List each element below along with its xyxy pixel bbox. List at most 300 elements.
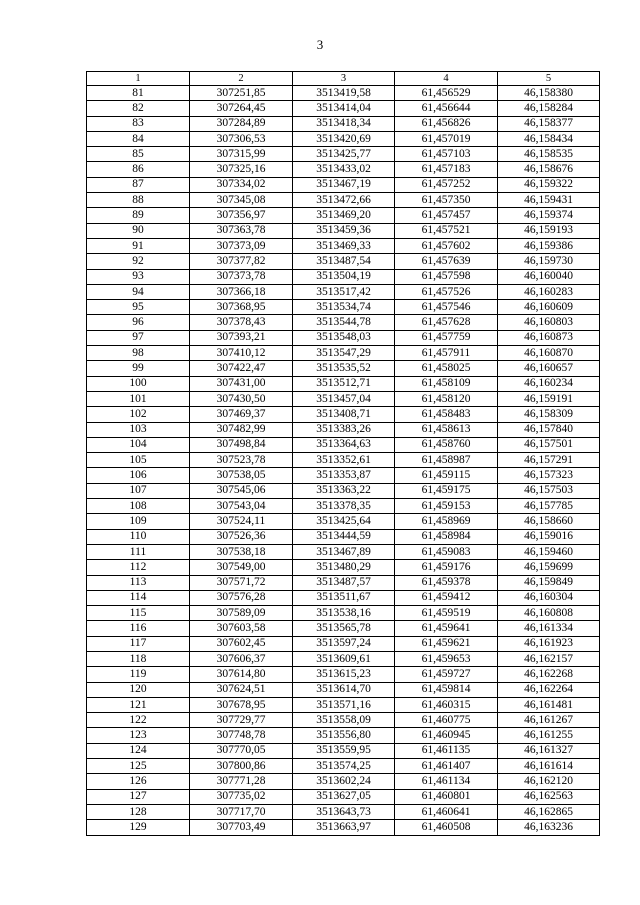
- x-coordinate-cell: 307410,12: [190, 346, 293, 361]
- point-number-cell: 90: [87, 223, 190, 238]
- point-number-cell: 86: [87, 162, 190, 177]
- point-number-cell: 111: [87, 544, 190, 559]
- y-coordinate-cell: 3513615,23: [293, 667, 395, 682]
- y-coordinate-cell: 3513559,95: [293, 743, 395, 758]
- point-number-cell: 91: [87, 238, 190, 253]
- latitude-cell: 61,458969: [395, 514, 498, 529]
- longitude-cell: 46,159849: [498, 575, 600, 590]
- table-row: [87, 713, 600, 728]
- longitude-cell: 46,162563: [498, 789, 600, 804]
- latitude-cell: 61,456529: [395, 86, 498, 101]
- table-row: [87, 804, 600, 819]
- point-number-cell: 88: [87, 193, 190, 208]
- point-number-cell: 97: [87, 330, 190, 345]
- point-number-cell: 99: [87, 361, 190, 376]
- longitude-cell: 46,162157: [498, 651, 600, 666]
- table-row: [87, 560, 600, 575]
- y-coordinate-cell: 3513378,35: [293, 499, 395, 514]
- latitude-cell: 61,459641: [395, 621, 498, 636]
- x-coordinate-cell: 307373,09: [190, 238, 293, 253]
- point-number-cell: 125: [87, 759, 190, 774]
- point-number-cell: 122: [87, 713, 190, 728]
- longitude-cell: 46,161614: [498, 759, 600, 774]
- longitude-cell: 46,160304: [498, 590, 600, 605]
- longitude-cell: 46,160803: [498, 315, 600, 330]
- x-coordinate-cell: 307549,00: [190, 560, 293, 575]
- latitude-cell: 61,459175: [395, 483, 498, 498]
- x-coordinate-cell: 307678,95: [190, 697, 293, 712]
- x-coordinate-cell: 307748,78: [190, 728, 293, 743]
- latitude-cell: 61,458984: [395, 529, 498, 544]
- latitude-cell: 61,457350: [395, 193, 498, 208]
- point-number-cell: 96: [87, 315, 190, 330]
- y-coordinate-cell: 3513565,78: [293, 621, 395, 636]
- y-coordinate-cell: 3513419,58: [293, 86, 395, 101]
- latitude-cell: 61,457602: [395, 238, 498, 253]
- x-coordinate-cell: 307538,18: [190, 544, 293, 559]
- x-coordinate-cell: 307431,00: [190, 376, 293, 391]
- x-coordinate-cell: 307368,95: [190, 300, 293, 315]
- longitude-cell: 46,161481: [498, 697, 600, 712]
- point-number-cell: 101: [87, 391, 190, 406]
- point-number-cell: 89: [87, 208, 190, 223]
- y-coordinate-cell: 3513418,34: [293, 116, 395, 131]
- latitude-cell: 61,457759: [395, 330, 498, 345]
- y-coordinate-cell: 3513544,78: [293, 315, 395, 330]
- longitude-cell: 46,159431: [498, 193, 600, 208]
- point-number-cell: 84: [87, 131, 190, 146]
- y-coordinate-cell: 3513627,05: [293, 789, 395, 804]
- point-number-cell: 94: [87, 284, 190, 299]
- latitude-cell: 61,461134: [395, 774, 498, 789]
- table-row: [87, 544, 600, 559]
- table-row: [87, 437, 600, 452]
- latitude-cell: 61,459653: [395, 651, 498, 666]
- x-coordinate-cell: 307377,82: [190, 254, 293, 269]
- point-number-cell: 128: [87, 804, 190, 819]
- latitude-cell: 61,457019: [395, 131, 498, 146]
- table-row: [87, 743, 600, 758]
- y-coordinate-cell: 3513663,97: [293, 820, 395, 835]
- latitude-cell: 61,457546: [395, 300, 498, 315]
- longitude-cell: 46,160609: [498, 300, 600, 315]
- point-number-cell: 103: [87, 422, 190, 437]
- longitude-cell: 46,162865: [498, 804, 600, 819]
- y-coordinate-cell: 3513467,89: [293, 544, 395, 559]
- table-row: [87, 621, 600, 636]
- table-row: [87, 193, 600, 208]
- y-coordinate-cell: 3513534,74: [293, 300, 395, 315]
- longitude-cell: 46,161923: [498, 636, 600, 651]
- longitude-cell: 46,157291: [498, 453, 600, 468]
- point-number-cell: 100: [87, 376, 190, 391]
- x-coordinate-cell: 307545,06: [190, 483, 293, 498]
- longitude-cell: 46,158434: [498, 131, 600, 146]
- y-coordinate-cell: 3513383,26: [293, 422, 395, 437]
- table-row: [87, 820, 600, 835]
- longitude-cell: 46,160657: [498, 361, 600, 376]
- y-coordinate-cell: 3513571,16: [293, 697, 395, 712]
- x-coordinate-cell: 307571,72: [190, 575, 293, 590]
- x-coordinate-cell: 307366,18: [190, 284, 293, 299]
- point-number-cell: 106: [87, 468, 190, 483]
- x-coordinate-cell: 307543,04: [190, 499, 293, 514]
- column-header-2: 2: [190, 72, 293, 86]
- latitude-cell: 61,458109: [395, 376, 498, 391]
- point-number-cell: 124: [87, 743, 190, 758]
- latitude-cell: 61,458613: [395, 422, 498, 437]
- latitude-cell: 61,460315: [395, 697, 498, 712]
- longitude-cell: 46,161267: [498, 713, 600, 728]
- table-row: [87, 651, 600, 666]
- table-row: [87, 575, 600, 590]
- table-row: [87, 422, 600, 437]
- latitude-cell: 61,458025: [395, 361, 498, 376]
- longitude-cell: 46,159016: [498, 529, 600, 544]
- latitude-cell: 61,460508: [395, 820, 498, 835]
- y-coordinate-cell: 3513487,57: [293, 575, 395, 590]
- latitude-cell: 61,459176: [395, 560, 498, 575]
- y-coordinate-cell: 3513512,71: [293, 376, 395, 391]
- x-coordinate-cell: 307469,37: [190, 407, 293, 422]
- latitude-cell: 61,458483: [395, 407, 498, 422]
- y-coordinate-cell: 3513469,33: [293, 238, 395, 253]
- point-number-cell: 85: [87, 147, 190, 162]
- table-row: [87, 300, 600, 315]
- y-coordinate-cell: 3513433,02: [293, 162, 395, 177]
- longitude-cell: 46,161334: [498, 621, 600, 636]
- longitude-cell: 46,159730: [498, 254, 600, 269]
- point-number-cell: 98: [87, 346, 190, 361]
- latitude-cell: 61,457521: [395, 223, 498, 238]
- longitude-cell: 46,158284: [498, 101, 600, 116]
- point-number-cell: 83: [87, 116, 190, 131]
- table-row: [87, 376, 600, 391]
- x-coordinate-cell: 307284,89: [190, 116, 293, 131]
- table-row: [87, 468, 600, 483]
- table-row: [87, 254, 600, 269]
- point-number-cell: 120: [87, 682, 190, 697]
- table-row: [87, 774, 600, 789]
- point-number-cell: 92: [87, 254, 190, 269]
- table-row: [87, 86, 600, 101]
- x-coordinate-cell: 307264,45: [190, 101, 293, 116]
- latitude-cell: 61,460775: [395, 713, 498, 728]
- y-coordinate-cell: 3513414,04: [293, 101, 395, 116]
- latitude-cell: 61,459083: [395, 544, 498, 559]
- point-number-cell: 119: [87, 667, 190, 682]
- point-number-cell: 81: [87, 86, 190, 101]
- x-coordinate-cell: 307770,05: [190, 743, 293, 758]
- y-coordinate-cell: 3513547,29: [293, 346, 395, 361]
- latitude-cell: 61,457103: [395, 147, 498, 162]
- point-number-cell: 87: [87, 177, 190, 192]
- latitude-cell: 61,459412: [395, 590, 498, 605]
- point-number-cell: 108: [87, 499, 190, 514]
- latitude-cell: 61,459115: [395, 468, 498, 483]
- x-coordinate-cell: 307334,02: [190, 177, 293, 192]
- x-coordinate-cell: 307735,02: [190, 789, 293, 804]
- latitude-cell: 61,456826: [395, 116, 498, 131]
- x-coordinate-cell: 307378,43: [190, 315, 293, 330]
- y-coordinate-cell: 3513353,87: [293, 468, 395, 483]
- y-coordinate-cell: 3513504,19: [293, 269, 395, 284]
- point-number-cell: 102: [87, 407, 190, 422]
- point-number-cell: 107: [87, 483, 190, 498]
- table-row: [87, 361, 600, 376]
- latitude-cell: 61,457598: [395, 269, 498, 284]
- x-coordinate-cell: 307703,49: [190, 820, 293, 835]
- longitude-cell: 46,159374: [498, 208, 600, 223]
- x-coordinate-cell: 307729,77: [190, 713, 293, 728]
- table-row: [87, 162, 600, 177]
- table-row: [87, 529, 600, 544]
- latitude-cell: 61,459621: [395, 636, 498, 651]
- point-number-cell: 110: [87, 529, 190, 544]
- x-coordinate-cell: 307589,09: [190, 606, 293, 621]
- x-coordinate-cell: 307603,58: [190, 621, 293, 636]
- longitude-cell: 46,159386: [498, 238, 600, 253]
- y-coordinate-cell: 3513487,54: [293, 254, 395, 269]
- latitude-cell: 61,459153: [395, 499, 498, 514]
- longitude-cell: 46,163236: [498, 820, 600, 835]
- table-row: [87, 238, 600, 253]
- x-coordinate-cell: 307422,47: [190, 361, 293, 376]
- latitude-cell: 61,458987: [395, 453, 498, 468]
- longitude-cell: 46,157785: [498, 499, 600, 514]
- y-coordinate-cell: 3513425,64: [293, 514, 395, 529]
- longitude-cell: 46,157503: [498, 483, 600, 498]
- x-coordinate-cell: 307771,28: [190, 774, 293, 789]
- y-coordinate-cell: 3513556,80: [293, 728, 395, 743]
- latitude-cell: 61,457252: [395, 177, 498, 192]
- x-coordinate-cell: 307393,21: [190, 330, 293, 345]
- table-row: [87, 499, 600, 514]
- longitude-cell: 46,159193: [498, 223, 600, 238]
- table-row: [87, 269, 600, 284]
- point-number-cell: 93: [87, 269, 190, 284]
- x-coordinate-cell: 307800,86: [190, 759, 293, 774]
- y-coordinate-cell: 3513420,69: [293, 131, 395, 146]
- coordinates-table: [86, 71, 600, 836]
- y-coordinate-cell: 3513459,36: [293, 223, 395, 238]
- latitude-cell: 61,457457: [395, 208, 498, 223]
- point-number-cell: 115: [87, 606, 190, 621]
- point-number-cell: 112: [87, 560, 190, 575]
- y-coordinate-cell: 3513597,24: [293, 636, 395, 651]
- table-row: [87, 682, 600, 697]
- point-number-cell: 117: [87, 636, 190, 651]
- table-row: [87, 407, 600, 422]
- table-row: [87, 116, 600, 131]
- latitude-cell: 61,459519: [395, 606, 498, 621]
- y-coordinate-cell: 3513444,59: [293, 529, 395, 544]
- latitude-cell: 61,458760: [395, 437, 498, 452]
- table-row: [87, 177, 600, 192]
- latitude-cell: 61,456644: [395, 101, 498, 116]
- longitude-cell: 46,158377: [498, 116, 600, 131]
- point-number-cell: 126: [87, 774, 190, 789]
- latitude-cell: 61,457639: [395, 254, 498, 269]
- column-header-3: 3: [293, 72, 395, 86]
- table-header-row: [87, 72, 600, 86]
- table-row: [87, 346, 600, 361]
- column-header-5: 5: [498, 72, 600, 86]
- latitude-cell: 61,457183: [395, 162, 498, 177]
- y-coordinate-cell: 3513643,73: [293, 804, 395, 819]
- point-number-cell: 116: [87, 621, 190, 636]
- longitude-cell: 46,157323: [498, 468, 600, 483]
- y-coordinate-cell: 3513609,61: [293, 651, 395, 666]
- longitude-cell: 46,160234: [498, 376, 600, 391]
- table-row: [87, 606, 600, 621]
- latitude-cell: 61,457526: [395, 284, 498, 299]
- x-coordinate-cell: 307606,37: [190, 651, 293, 666]
- y-coordinate-cell: 3513352,61: [293, 453, 395, 468]
- longitude-cell: 46,162120: [498, 774, 600, 789]
- longitude-cell: 46,159191: [498, 391, 600, 406]
- x-coordinate-cell: 307430,50: [190, 391, 293, 406]
- y-coordinate-cell: 3513511,67: [293, 590, 395, 605]
- longitude-cell: 46,160808: [498, 606, 600, 621]
- y-coordinate-cell: 3513614,70: [293, 682, 395, 697]
- longitude-cell: 46,160283: [498, 284, 600, 299]
- longitude-cell: 46,161255: [498, 728, 600, 743]
- y-coordinate-cell: 3513548,03: [293, 330, 395, 345]
- point-number-cell: 104: [87, 437, 190, 452]
- x-coordinate-cell: 307614,80: [190, 667, 293, 682]
- table-row: [87, 514, 600, 529]
- point-number-cell: 118: [87, 651, 190, 666]
- point-number-cell: 82: [87, 101, 190, 116]
- x-coordinate-cell: 307524,11: [190, 514, 293, 529]
- longitude-cell: 46,159322: [498, 177, 600, 192]
- x-coordinate-cell: 307315,99: [190, 147, 293, 162]
- y-coordinate-cell: 3513469,20: [293, 208, 395, 223]
- y-coordinate-cell: 3513517,42: [293, 284, 395, 299]
- latitude-cell: 61,460641: [395, 804, 498, 819]
- table-row: [87, 453, 600, 468]
- point-number-cell: 121: [87, 697, 190, 712]
- x-coordinate-cell: 307345,08: [190, 193, 293, 208]
- y-coordinate-cell: 3513574,25: [293, 759, 395, 774]
- longitude-cell: 46,158676: [498, 162, 600, 177]
- latitude-cell: 61,461407: [395, 759, 498, 774]
- x-coordinate-cell: 307251,85: [190, 86, 293, 101]
- column-header-1: 1: [87, 72, 190, 86]
- point-number-cell: 127: [87, 789, 190, 804]
- table-body: [87, 86, 600, 836]
- point-number-cell: 129: [87, 820, 190, 835]
- x-coordinate-cell: 307363,78: [190, 223, 293, 238]
- longitude-cell: 46,160873: [498, 330, 600, 345]
- x-coordinate-cell: 307526,36: [190, 529, 293, 544]
- point-number-cell: 123: [87, 728, 190, 743]
- table-row: [87, 131, 600, 146]
- latitude-cell: 61,458120: [395, 391, 498, 406]
- y-coordinate-cell: 3513457,04: [293, 391, 395, 406]
- table-row: [87, 101, 600, 116]
- latitude-cell: 61,460945: [395, 728, 498, 743]
- x-coordinate-cell: 307717,70: [190, 804, 293, 819]
- table-row: [87, 208, 600, 223]
- x-coordinate-cell: 307306,53: [190, 131, 293, 146]
- latitude-cell: 61,457911: [395, 346, 498, 361]
- point-number-cell: 95: [87, 300, 190, 315]
- latitude-cell: 61,459378: [395, 575, 498, 590]
- longitude-cell: 46,158660: [498, 514, 600, 529]
- x-coordinate-cell: 307602,45: [190, 636, 293, 651]
- table-row: [87, 315, 600, 330]
- x-coordinate-cell: 307356,97: [190, 208, 293, 223]
- longitude-cell: 46,158535: [498, 147, 600, 162]
- y-coordinate-cell: 3513467,19: [293, 177, 395, 192]
- table-row: [87, 483, 600, 498]
- y-coordinate-cell: 3513535,52: [293, 361, 395, 376]
- longitude-cell: 46,158380: [498, 86, 600, 101]
- latitude-cell: 61,461135: [395, 743, 498, 758]
- x-coordinate-cell: 307325,16: [190, 162, 293, 177]
- y-coordinate-cell: 3513472,66: [293, 193, 395, 208]
- y-coordinate-cell: 3513538,16: [293, 606, 395, 621]
- table-row: [87, 330, 600, 345]
- column-header-4: 4: [395, 72, 498, 86]
- x-coordinate-cell: 307576,28: [190, 590, 293, 605]
- table-row: [87, 759, 600, 774]
- y-coordinate-cell: 3513480,29: [293, 560, 395, 575]
- y-coordinate-cell: 3513425,77: [293, 147, 395, 162]
- point-number-cell: 113: [87, 575, 190, 590]
- y-coordinate-cell: 3513558,09: [293, 713, 395, 728]
- latitude-cell: 61,459727: [395, 667, 498, 682]
- latitude-cell: 61,457628: [395, 315, 498, 330]
- longitude-cell: 46,159699: [498, 560, 600, 575]
- longitude-cell: 46,158309: [498, 407, 600, 422]
- x-coordinate-cell: 307624,51: [190, 682, 293, 697]
- table-row: [87, 223, 600, 238]
- longitude-cell: 46,162268: [498, 667, 600, 682]
- point-number-cell: 109: [87, 514, 190, 529]
- table-row: [87, 636, 600, 651]
- table-row: [87, 697, 600, 712]
- table-row: [87, 728, 600, 743]
- table-row: [87, 391, 600, 406]
- x-coordinate-cell: 307498,84: [190, 437, 293, 452]
- table-row: [87, 667, 600, 682]
- table-row: [87, 789, 600, 804]
- y-coordinate-cell: 3513364,63: [293, 437, 395, 452]
- x-coordinate-cell: 307482,99: [190, 422, 293, 437]
- longitude-cell: 46,162264: [498, 682, 600, 697]
- point-number-cell: 114: [87, 590, 190, 605]
- table-row: [87, 284, 600, 299]
- longitude-cell: 46,161327: [498, 743, 600, 758]
- longitude-cell: 46,157840: [498, 422, 600, 437]
- y-coordinate-cell: 3513363,22: [293, 483, 395, 498]
- latitude-cell: 61,459814: [395, 682, 498, 697]
- table-row: [87, 147, 600, 162]
- latitude-cell: 61,460801: [395, 789, 498, 804]
- x-coordinate-cell: 307373,78: [190, 269, 293, 284]
- page-number: 3: [316, 37, 324, 52]
- x-coordinate-cell: 307538,05: [190, 468, 293, 483]
- point-number-cell: 105: [87, 453, 190, 468]
- longitude-cell: 46,160870: [498, 346, 600, 361]
- table-row: [87, 590, 600, 605]
- x-coordinate-cell: 307523,78: [190, 453, 293, 468]
- longitude-cell: 46,157501: [498, 437, 600, 452]
- longitude-cell: 46,160040: [498, 269, 600, 284]
